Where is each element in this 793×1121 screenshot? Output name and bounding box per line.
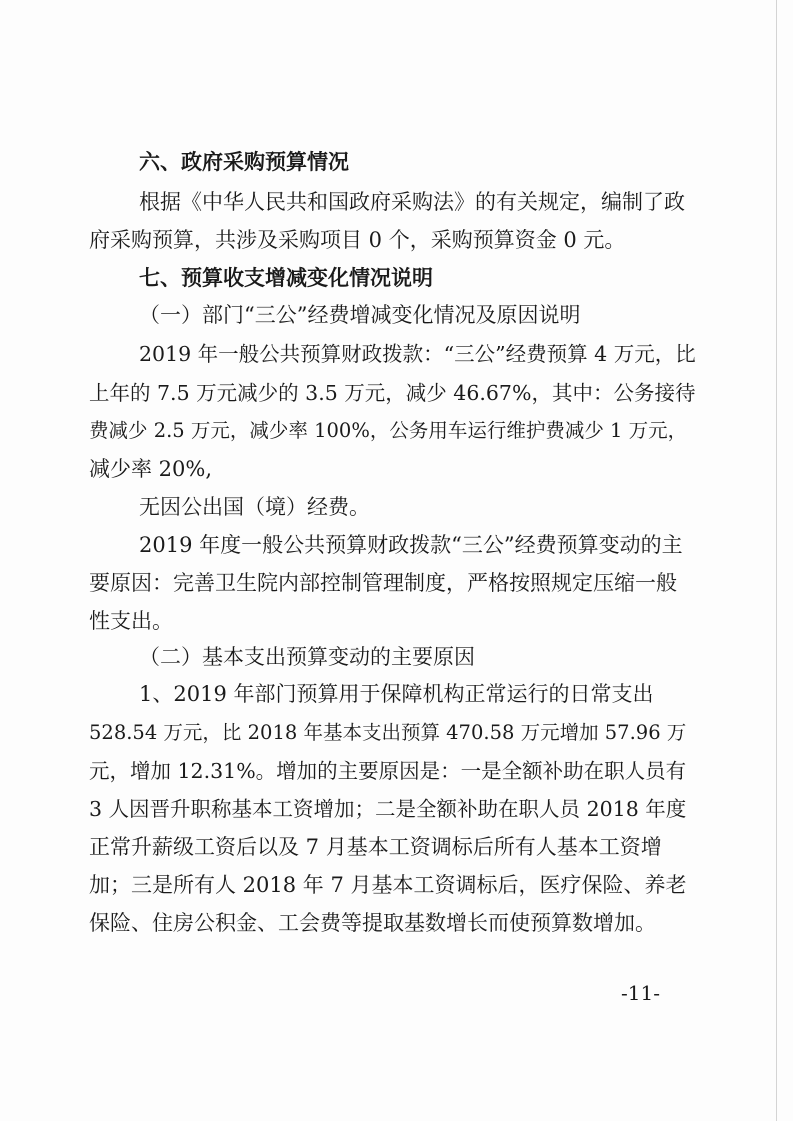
subsection-2-paragraph-1-line-1: 1、2019 年部门预算用于保障机构正常运行的日常支出 [139, 682, 654, 706]
subsection-2-paragraph-1-line-4: 3 人因晋升职称基本工资增加；二是全额补助在职人员 2018 年度 [89, 797, 687, 821]
subsection-1-heading: （一）部门“三公”经费增减变化情况及原因说明 [139, 303, 581, 327]
subsection-2-paragraph-1-line-3: 元，增加 12.31%。增加的主要原因是：一是全额补助在职人员有 [89, 759, 687, 783]
section-7-heading: 七、预算收支增减变化情况说明 [139, 265, 433, 290]
section-6-line-2: 府采购预算，共涉及采购项目 0 个，采购预算资金 0 元。 [89, 228, 626, 252]
subsection-2-paragraph-1-line-7: 保险、住房公积金、工会费等提取基数增长而使预算数增加。 [89, 911, 656, 935]
section-6-line-1: 根据《中华人民共和国政府采购法》的有关规定，编制了政 [139, 190, 685, 214]
subsection-2-paragraph-1-line-2: 528.54 万元，比 2018 年基本支出预算 470.58 万元增加 57.96 万 [89, 721, 687, 744]
subsection-1-paragraph-3-line-2: 要原因：完善卫生院内部控制管理制度，严格按照规定压缩一般 [89, 571, 677, 595]
subsection-1-paragraph-3-line-3: 性支出。 [89, 609, 173, 633]
scan-edge-divider [776, 0, 777, 1121]
subsection-2-heading: （二）基本支出预算变动的主要原因 [139, 645, 475, 669]
page-number: -11- [621, 981, 660, 1005]
subsection-1-paragraph-1-line-3: 费减少 2.5 万元，减少率 100%，公务用车运行维护费减少 1 万元， [89, 419, 688, 442]
subsection-2-paragraph-1-line-6: 加；三是所有人 2018 年 7 月基本工资调标后，医疗保险、养老 [89, 873, 687, 897]
section-6-heading: 六、政府采购预算情况 [139, 149, 349, 174]
subsection-2-paragraph-1-line-5: 正常升薪级工资后以及 7 月基本工资调标后所有人基本工资增 [89, 835, 662, 859]
subsection-1-paragraph-3-line-1: 2019 年度一般公共预算财政拨款“三公”经费预算变动的主 [139, 533, 683, 557]
subsection-1-paragraph-1-line-4: 减少率 20%, [89, 457, 213, 481]
subsection-1-paragraph-1-line-1: 2019 年一般公共预算财政拨款：“三公”经费预算 4 万元，比 [139, 342, 696, 366]
subsection-1-paragraph-2-line-1: 无因公出国（境）经费。 [139, 495, 370, 519]
subsection-1-paragraph-1-line-2: 上年的 7.5 万元减少的 3.5 万元，减少 46.67%，其中：公务接待 [89, 381, 696, 405]
